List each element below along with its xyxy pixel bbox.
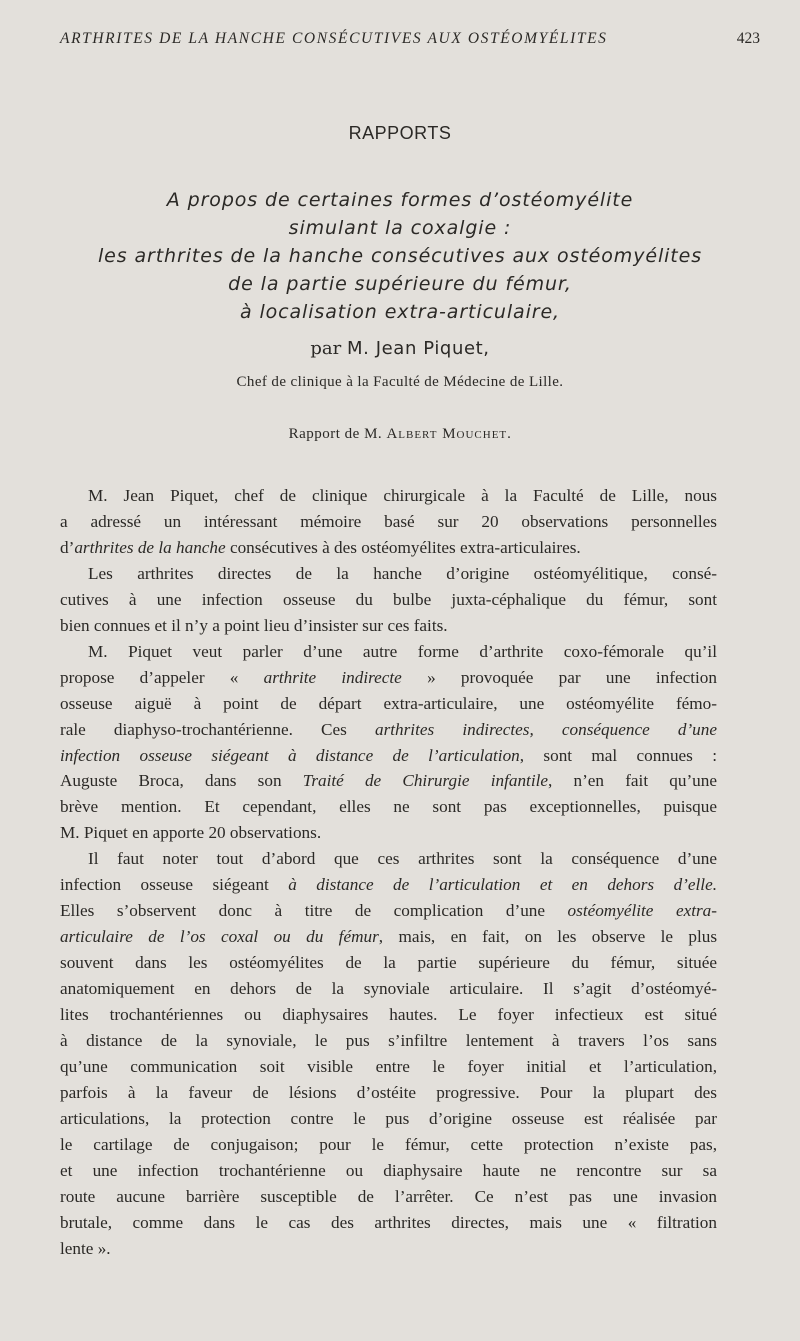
italic-phrase: arthrites de la hanche <box>74 537 226 557</box>
report-suffix: . <box>507 426 512 442</box>
italic-phrase: Traité de Chirurgie infantile <box>302 771 548 791</box>
text-line: rale diaphyso-trochantérienne. Ces arthrites indirectes, conséquence d’une <box>60 719 717 739</box>
byline-prefix: par <box>310 338 342 359</box>
text-line: d’arthrites de la hanche consécutives à des ostéomyélites extra-articulaires. <box>60 537 581 557</box>
text-line: le cartilage de conjugaison; pour le fémur, cette protection n’existe pas, <box>60 1134 717 1154</box>
italic-phrase: ostéomyélite extra- <box>567 901 717 921</box>
reporter-name: Albert Mouchet <box>386 426 508 442</box>
article-title <box>40 186 760 326</box>
author-affiliation: Chef de clinique à la Faculté de Médecine de Lille. <box>236 374 564 390</box>
text-line: lites trochantériennes ou diaphysaires hautes. Le foyer infectieux est situé <box>60 1005 717 1025</box>
italic-phrase: arthrites indirectes, conséquence d’une <box>374 719 717 739</box>
text-line: Il faut noter tout d’abord que ces arthrites sont la conséquence d’une <box>88 849 717 869</box>
text-line: brutale, comme dans le cas des arthrites directes, mais une « filtration <box>60 1212 717 1232</box>
text-line: à distance de la synoviale, le pus s’infiltre lentement à travers l’os sans <box>60 1031 717 1051</box>
article-title-line: les arthrites de la hanche consécutives aux ostéomyélites <box>97 245 703 267</box>
byline <box>0 338 800 359</box>
text-line: brève mention. Et cependant, elles ne sont pas exceptionnelles, puisque <box>60 797 717 817</box>
text-line: propose d’appeler « arthrite indirecte » provoquée par une infection <box>60 667 717 687</box>
article-title-line: à localisation extra-articulaire, <box>239 301 561 323</box>
text-line: infection osseuse siégeant à distance de l’articulation et en dehors d’elle. <box>60 875 717 895</box>
text-line: route aucune barrière susceptible de l’arrêter. Ce n’est pas une invasion <box>60 1186 717 1206</box>
text-line: articulaire de l’os coxal ou du fémur, mais, en fait, on les observe le plus <box>60 927 718 947</box>
author-name: M. Jean Piquet, <box>346 338 490 359</box>
text-line: infection osseuse siégeant à distance de l’articulation, sont mal connues : <box>60 745 717 765</box>
text-line: articulations, la protection contre le pus d’origine osseuse est réalisée par <box>60 1108 717 1128</box>
page-number: 423 <box>736 30 760 47</box>
text-line: a adressé un intéressant mémoire basé sur 20 observations personnelles <box>60 511 717 531</box>
text-line: souvent dans les ostéomyélites de la partie supérieure du fémur, située <box>60 953 717 973</box>
text-line: Elles s’observent donc à titre de complication d’une ostéomyélite extra- <box>60 901 717 921</box>
text-line: et une infection trochantérienne ou diaphysaire haute ne rencontre sur sa <box>60 1160 717 1180</box>
article-title-line: A propos de certaines formes d’ostéomyélite <box>166 189 634 211</box>
section-title: RAPPORTS <box>348 123 452 143</box>
article-title-line: simulant la coxalgie : <box>288 217 512 239</box>
italic-phrase: infection osseuse siégeant à distance de l’articulation <box>60 745 520 765</box>
article-title-line: de la partie supérieure du fémur, <box>228 273 572 295</box>
running-head-title: ARTHRITES DE LA HANCHE CONSÉCUTIVES AUX OSTÉOMYÉLITES <box>60 30 608 47</box>
text-line: lente ». <box>60 1238 111 1258</box>
text-line: cutives à une infection osseuse du bulbe juxta-céphalique du fémur, sont <box>60 589 717 609</box>
text-line: bien connues et il n’y a point lieu d’insister sur ces faits. <box>60 615 448 635</box>
text-line: Les arthrites directes de la hanche d’origine ostéomyélitique, consé- <box>88 563 717 583</box>
italic-phrase: articulaire de l’os coxal ou du fémur <box>60 927 379 947</box>
report-attribution <box>0 426 800 443</box>
italic-phrase: arthrite indirecte <box>263 667 402 687</box>
report-prefix: Rapport de M. <box>288 426 387 442</box>
text-line: M. Jean Piquet, chef de clinique chirurgicale à la Faculté de Lille, nous <box>88 486 717 505</box>
text-line: Auguste Broca, dans son Traité de Chirurgie infantile, n’en fait qu’une <box>60 771 717 791</box>
text-line: anatomiquement en dehors de la synoviale articulaire. Il s’agit d’ostéomyé- <box>60 979 717 999</box>
text-line: M. Piquet veut parler d’une autre forme d’arthrite coxo-fémorale qu’il <box>88 641 717 661</box>
running-head <box>60 30 760 48</box>
text-line: parfois à la faveur de lésions d’ostéite progressive. Pour la plupart des <box>60 1082 717 1102</box>
text-line: qu’une communication soit visible entre le foyer initial et l’articulation, <box>60 1056 717 1076</box>
italic-phrase: à distance de l’articulation et en dehors d’elle. <box>288 875 717 895</box>
article-body <box>60 483 717 1262</box>
text-line: M. Piquet en apporte 20 observations. <box>60 823 322 843</box>
text-line: osseuse aiguë à point de départ extra-articulaire, une ostéomyélite fémo- <box>60 693 717 713</box>
